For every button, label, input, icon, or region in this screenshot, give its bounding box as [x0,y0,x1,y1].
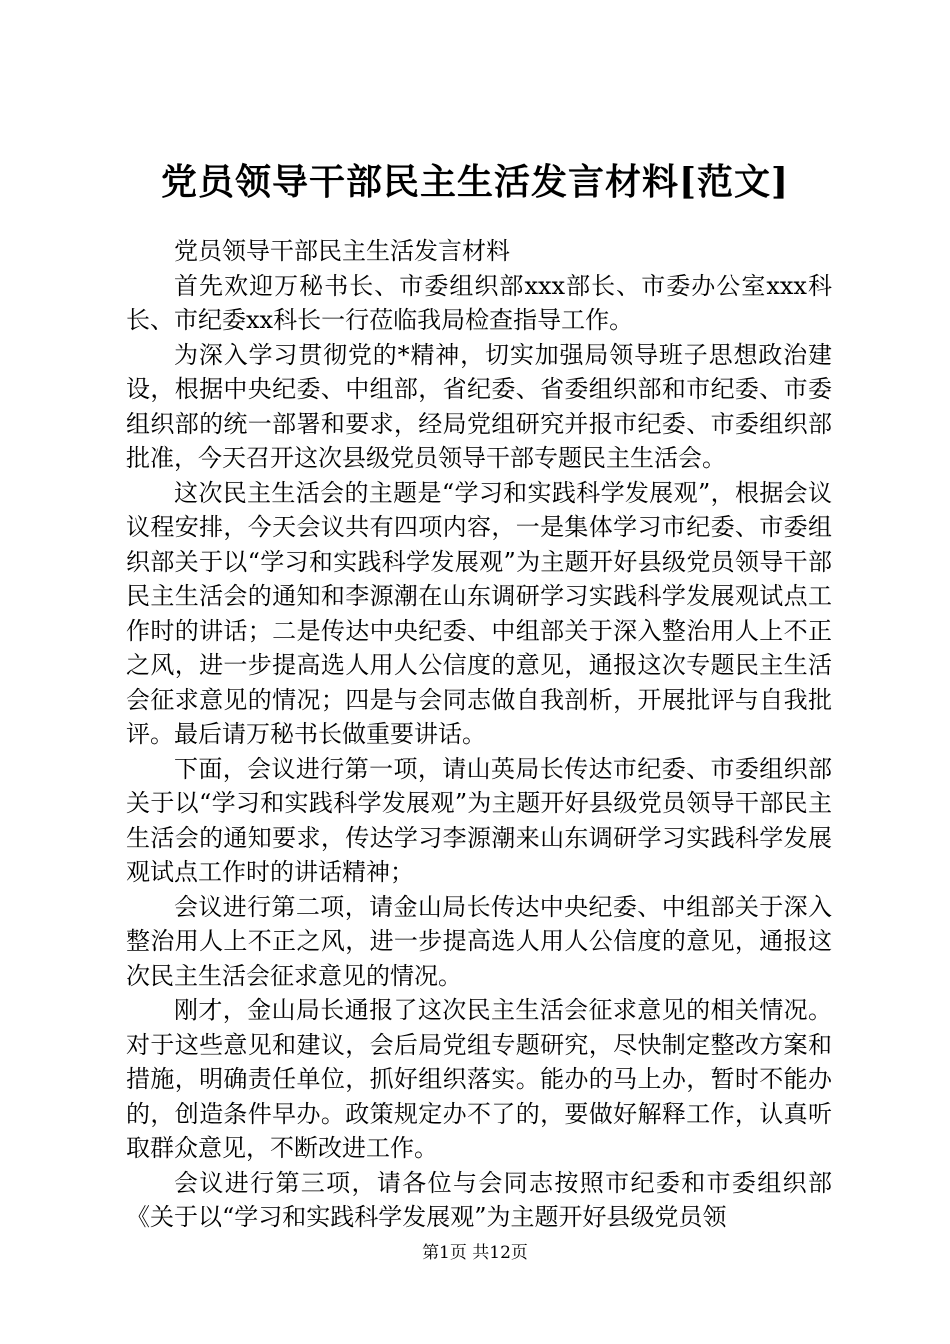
document-title: 党员领导干部民主生活发言材料[范文] [160,161,790,203]
paragraph-welcome: 首先欢迎万秘书长、市委组织部xxx部长、市委办公室xxx科长、市纪委xx科长一行莅临我局检查指导工作。 [126,271,832,334]
document-body [126,234,832,1235]
paragraph-item-one: 下面，会议进行第一项，请山英局长传达市纪委、市委组织部关于以“学习和实践科学发展观”为主题开好县级党员领导干部民主生活会的通知要求，传达学习李源潮来山东调研学习实践科学发展观试点工作时的讲话精神； [126,754,832,886]
paragraph-item-two: 会议进行第二项，请金山局长传达中央纪委、中组部关于深入整治用人上不正之风，进一步提高选人用人公信度的意见，通报这次民主生活会征求意见的情况。 [126,892,832,990]
paragraph-item-three: 会议进行第三项，请各位与会同志按照市纪委和市委组织部《关于以“学习和实践科学发展观”为主题开好县级党员领 [126,1168,832,1231]
paragraph-subtitle: 党员领导干部民主生活发言材料 [174,237,510,265]
paragraph-purpose: 为深入学习贯彻党的*精神，切实加强局领导班子思想政治建设，根据中央纪委、中组部，省纪委、省委组织部和市纪委、市委组织部的统一部署和要求，经局党组研究并报市纪委、市委组织部批准，今天召开这次县级党员领导干部专题民主生活会。 [126,340,832,472]
paragraph-agenda: 这次民主生活会的主题是“学习和实践科学发展观”，根据会议议程安排，今天会议共有四项内容，一是集体学习市纪委、市委组织部关于以“学习和实践科学发展观”为主题开好县级党员领导干部民主生活会的通知和李源潮在山东调研学习实践科学发展观试点工作时的讲话；二是传达中央纪委、中组部关于深入整治用人上不正之风，进一步提高选人用人公信度的意见，通报这次专题民主生活会征求意见的情况；四是与会同志做自我剖析，开展批评与自我批评。最后请万秘书长做重要讲话。 [126,478,832,748]
paragraph-feedback: 刚才，金山局长通报了这次民主生活会征求意见的相关情况。对于这些意见和建议，会后局党组专题研究，尽快制定整改方案和措施，明确责任单位，抓好组织落实。能办的马上办，暂时不能办的，创造条件早办。政策规定办不了的，要做好解释工作，认真听取群众意见，不断改进工作。 [126,996,832,1162]
page-number-footer: 第1页 共12页 [422,1243,528,1263]
